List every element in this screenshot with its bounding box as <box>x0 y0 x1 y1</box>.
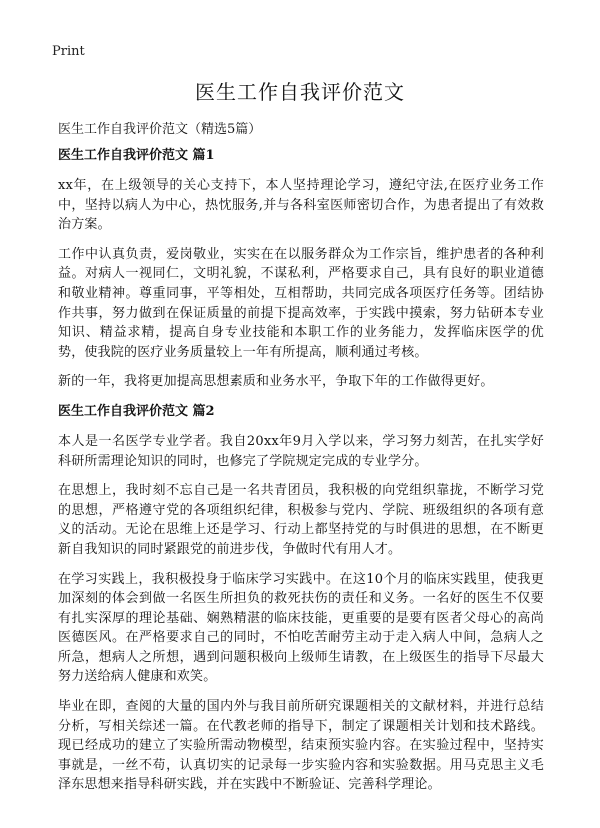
section-heading: 医生工作自我评价范文 篇2 <box>58 403 215 419</box>
article-body <box>58 146 544 805</box>
document-subtitle: 医生工作自我评价范文（精选5篇） <box>58 122 262 137</box>
paragraph: 新的一年，我将更加提高思想素质和业务水平，争取下年的工作做得更好。 <box>58 374 494 390</box>
print-link[interactable]: Print <box>52 44 85 59</box>
paragraph: 工作中认真负责，爱岗敬业，实实在在以服务群众为工作宗旨，维护患者的各种利益。对病人一视同仁，文明礼貌，不谋私利，严格要求自己，具有良好的职业道德和敬业精神。尊重同事，平等相处，互相帮助，共同完成各项医疗任务等。团结协作共事，努力做到在保证质量的前提下提高效率，于实践中摸索，努力钻研本专业知识、精益求精，提高自身专业技能和本职工作的业务能力，发挥临床医学的优势，使我院的医疗业务质量较上一年有所提高，顺利通过考核。 <box>58 246 544 360</box>
paragraph: xx年，在上级领导的关心支持下，本人坚持理论学习，遵纪守法,在医疗业务工作中，坚持以病人为中心，热忱服务,并与各科室医师密切合作，为患者提出了有效救治方案。 <box>58 178 544 233</box>
paragraph: 在思想上，我时刻不忘自己是一名共青团员，我积极的向党组织靠拢，不断学习党的思想，严格遵守党的各项组织纪律，积极参与党内、学院、班级组织的各项有意义的活动。无论在思维上还是学习、行动上都坚持党的与时俱进的思想，在不断更新自我知识的同时紧跟党的前进步伐，争做时代有用人才。 <box>58 483 544 557</box>
section-heading: 医生工作自我评价范文 篇1 <box>58 148 215 163</box>
paragraph: 本人是一名医学专业学者。我自20xx年9月入学以来，学习努力刻苦，在扎实学好科研所需理论知识的同时，也修完了学院规定完成的专业学分。 <box>58 433 544 469</box>
paragraph: 在学习实践上，我积极投身于临床学习实践中。在这10个月的临床实践里，使我更加深刻的体会到做一名医生所担负的救死扶伤的责任和义务。一名好的医生不仅要有扎实深厚的理论基础、娴熟精湛的临床技能，更重要的是要有医者父母心的高尚医德医风。在严格要求自己的同时，不怕吃苦耐劳主动于走入病人中间，急病人之所急，想病人之所想，遇到问题积极向上级师生请教，在上级医生的指导下尽最大努力送给病人健康和欢笑。 <box>58 571 544 685</box>
page-title: 医生工作自我评价范文 <box>195 80 405 104</box>
paragraph: 毕业在即，查阅的大量的国内外与我目前所研究课题相关的文献材料，并进行总结分析，写相关综述一篇。在代教老师的指导下，制定了课题相关计划和技术路线。现已经成功的建立了实验所需动物模型，结束预实验内容。在实验过程中，坚持实事就是，一丝不苟，认真切实的记录每一步实验内容和实验数据。用马克思主义毛泽东思想来指导科研实践，并在实践中不断验证、完善科学理论。 <box>58 699 544 793</box>
